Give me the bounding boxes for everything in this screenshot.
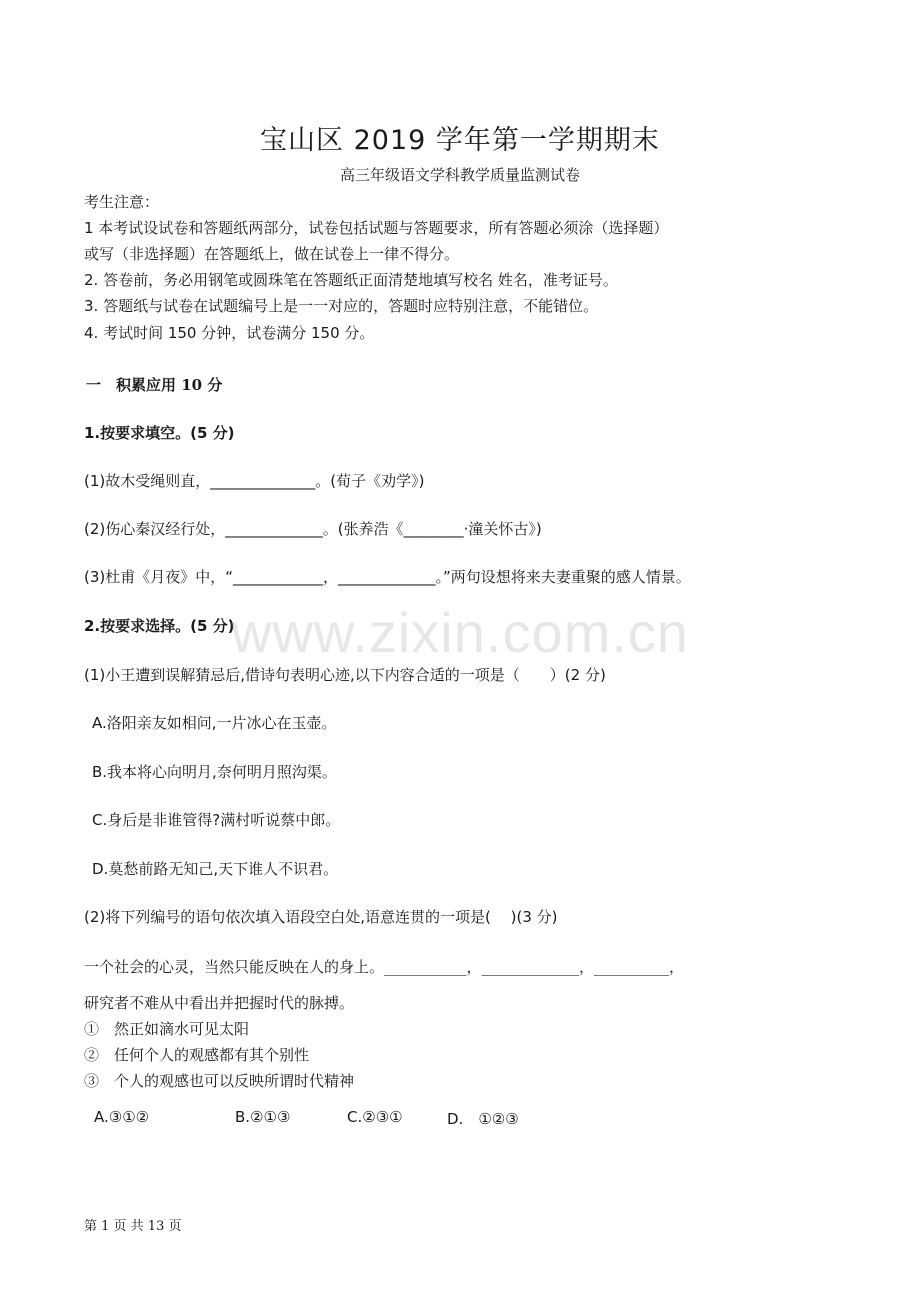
notice-line: 2. 答卷前，务必用钢笔或圆珠笔在答题纸正面清楚地填写校名 姓名，准考证号。 bbox=[84, 271, 618, 289]
page-title: 宝山区 2019 学年第一学期期末 bbox=[260, 125, 660, 156]
choice-a: A.③①② bbox=[94, 1108, 150, 1126]
notice-heading: 考生注意： bbox=[84, 193, 160, 211]
sentence-item: ③ 个人的观感也可以反映所谓时代精神 bbox=[84, 1072, 355, 1090]
option-b: B.我本将心向明月,奈何明月照沟渠。 bbox=[92, 763, 337, 781]
sentence-item: ② 任何个人的观感都有其个别性 bbox=[84, 1046, 310, 1064]
page-footer: 第 1 页 共 13 页 bbox=[84, 1219, 182, 1234]
question-1-item: (3)杜甫《月夜》中，“____________，_____________。”两句设想将来夫妻重聚的感人情景。 bbox=[84, 568, 691, 586]
page-subtitle: 高三年级语文学科教学质量监测试卷 bbox=[339, 166, 580, 184]
choice-b: B.②①③ bbox=[235, 1108, 291, 1126]
notice-line: 1 本考试设试卷和答题纸两部分，试卷包括试题与答题要求，所有答题必须涂（选择题） bbox=[84, 219, 669, 237]
question-1-item: (2)伤心秦汉经行处，_____________。(张养浩《________·潼关怀古》) bbox=[84, 520, 542, 538]
passage-line: 一个社会的心灵，当然只能反映在人的身上。___________，_____________，__________， bbox=[84, 958, 685, 976]
choice-d: D. ①②③ bbox=[447, 1110, 519, 1128]
watermark: www.zixin.com.cn bbox=[231, 601, 689, 664]
notice-line: 4. 考试时间 150 分钟，试卷满分 150 分。 bbox=[84, 324, 375, 342]
choice-c: C.②③① bbox=[347, 1108, 403, 1126]
option-a: A.洛阳亲友如相问,一片冰心在玉壶。 bbox=[92, 714, 337, 732]
notice-line: 3. 答题纸与试卷在试题编号上是一一对应的，答题时应特别注意，不能错位。 bbox=[84, 297, 599, 315]
option-c: C.身后是非谁管得?满村听说蔡中郎。 bbox=[92, 811, 341, 829]
option-d: D.莫愁前路无知己,天下谁人不识君。 bbox=[92, 860, 339, 878]
question-1-heading: 1.按要求填空。(5 分) bbox=[84, 424, 235, 442]
answer-choices bbox=[0, 1108, 920, 1132]
passage-line: 研究者不难从中看出并把握时代的脉搏。 bbox=[84, 994, 355, 1012]
sentence-item: ① 然正如滴水可见太阳 bbox=[84, 1020, 250, 1038]
question-2-heading: 2.按要求选择。(5 分) bbox=[84, 617, 235, 635]
question-1-item: (1)故木受绳则直，______________。(荀子《劝学》) bbox=[84, 472, 425, 490]
notice-line: 或写（非选择题）在答题纸上，做在试卷上一律不得分。 bbox=[84, 245, 460, 263]
question-2-sub2: (2)将下列编号的语句依次填入语段空白处,语意连贯的一项是( )(3 分) bbox=[84, 908, 558, 926]
question-2-sub1: (1)小王遭到误解猜忌后,借诗句表明心迹,以下内容合适的一项是（ ）(2 分) bbox=[84, 666, 606, 684]
section-heading: 一 积累应用 10 分 bbox=[86, 376, 223, 394]
